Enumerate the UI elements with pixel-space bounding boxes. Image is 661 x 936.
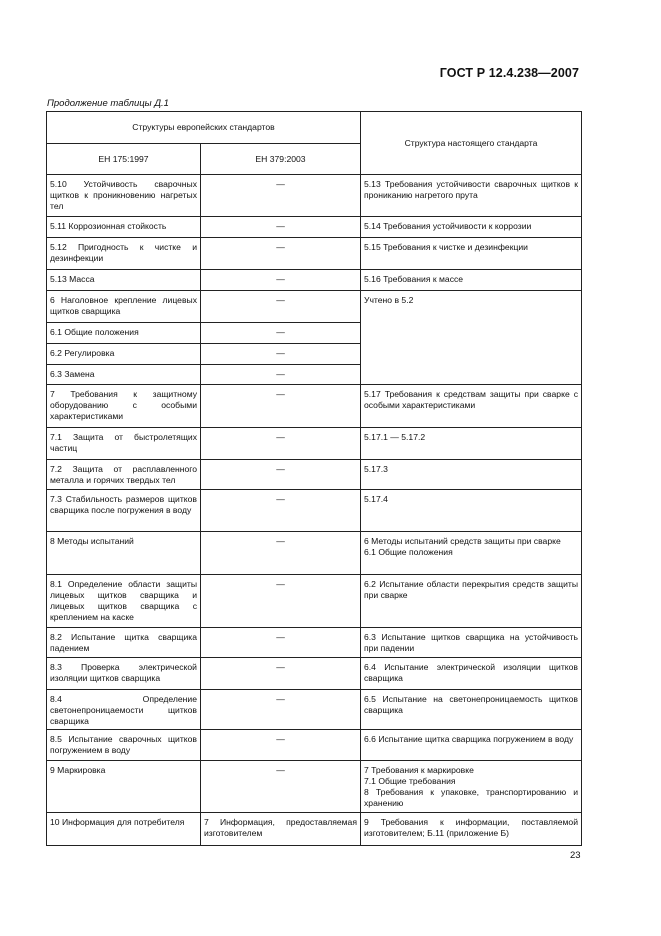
en175-cell: 7.2 Защита от расплавленного металла и горячих твердых тел <box>47 460 201 490</box>
en379-cell: — <box>201 575 361 628</box>
cell-line: 6.1 Общие положения <box>364 547 453 557</box>
en379-cell: 7 Информация, предоставляемая изготовителем <box>201 813 361 846</box>
en379-cell: — <box>201 385 361 428</box>
en175-cell: 10 Информация для потребителя <box>47 813 201 846</box>
en379-cell: — <box>201 628 361 658</box>
cell-line: 6 Методы испытаний средств защиты при сварке <box>364 536 561 546</box>
page-number: 23 <box>570 850 581 861</box>
current-standard-cell: 5.17 Требования к средствам защиты при сварке с особыми характеристиками <box>361 385 582 428</box>
current-standard-cell: 5.14 Требования устойчивости к коррозии <box>361 217 582 238</box>
table-caption: Продолжение таблицы Д.1 <box>47 98 169 109</box>
en175-cell: 8.5 Испытание сварочных щитков погружением в воду <box>47 730 201 761</box>
cell-line: 7 Требования к маркировке <box>364 765 474 775</box>
en175-cell: 7 Требования к защитному оборудованию с особыми характеристиками <box>47 385 201 428</box>
en175-cell: 8 Методы испытаний <box>47 532 201 575</box>
en379-cell: — <box>201 490 361 532</box>
table-row <box>47 490 582 532</box>
table-row <box>47 291 582 323</box>
en175-cell: 8.1 Определение области защиты лицевых щитков сварщика и лицевых щитков сварщика с креплением на каске <box>47 575 201 628</box>
en175-cell: 6.1 Общие положения <box>47 323 201 344</box>
table-row <box>47 690 582 730</box>
table-row <box>47 575 582 628</box>
en379-cell: — <box>201 291 361 323</box>
current-standard-cell: 5.17.4 <box>361 490 582 532</box>
en379-cell: — <box>201 730 361 761</box>
table-row <box>47 730 582 761</box>
current-standard-cell: 6.2 Испытание области перекрытия средств защиты при сварке <box>361 575 582 628</box>
en379-cell: — <box>201 323 361 344</box>
current-standard-cell: 5.16 Требования к массе <box>361 270 582 291</box>
en175-cell: 6.3 Замена <box>47 365 201 385</box>
en379-header: ЕН 379:2003 <box>201 144 361 175</box>
document-id: ГОСТ Р 12.4.238—2007 <box>439 66 579 80</box>
en175-cell: 5.10 Устойчивость сварочных щитков к проникновению нагретых тел <box>47 175 201 217</box>
european-standards-header: Структуры европейских стандартов <box>47 112 361 144</box>
en379-cell: — <box>201 658 361 690</box>
en379-cell: — <box>201 690 361 730</box>
en379-cell: — <box>201 460 361 490</box>
current-standard-cell: 5.15 Требования к чистке и дезинфекции <box>361 238 582 270</box>
current-standard-cell <box>361 532 582 575</box>
table-row <box>47 628 582 658</box>
current-standard-cell: 6.5 Испытание на светонепроницаемость щитков сварщика <box>361 690 582 730</box>
en379-cell: — <box>201 270 361 291</box>
en379-cell: — <box>201 238 361 270</box>
en175-cell: 8.2 Испытание щитка сварщика падением <box>47 628 201 658</box>
current-standard-cell: 6.4 Испытание электрической изоляции щитков сварщика <box>361 658 582 690</box>
en175-cell: 6 Наголовное крепление лицевых щитков сварщика <box>47 291 201 323</box>
table-row <box>47 238 582 270</box>
table-row <box>47 532 582 575</box>
en175-cell: 5.11 Коррозионная стойкость <box>47 217 201 238</box>
en379-cell: — <box>201 428 361 460</box>
table-row <box>47 658 582 690</box>
current-standard-cell: 5.17.3 <box>361 460 582 490</box>
en175-cell: 8.4 Определение светонепроницаемости щитков сварщика <box>47 690 201 730</box>
current-standard-cell: 5.13 Требования устойчивости сварочных щитков к прониканию нагретого прута <box>361 175 582 217</box>
en379-cell: — <box>201 532 361 575</box>
table-row <box>47 460 582 490</box>
table-row <box>47 428 582 460</box>
table-row <box>47 761 582 813</box>
current-standard-header: Структура настоящего стандарта <box>361 112 582 175</box>
current-standard-cell: 5.17.1 — 5.17.2 <box>361 428 582 460</box>
en379-cell: — <box>201 217 361 238</box>
en175-cell: 5.13 Масса <box>47 270 201 291</box>
en175-cell: 6.2 Регулировка <box>47 344 201 365</box>
en379-cell: — <box>201 175 361 217</box>
en175-cell: 7.1 Защита от быстролетящих частиц <box>47 428 201 460</box>
en175-header: ЕН 175:1997 <box>47 144 201 175</box>
table-row <box>47 175 582 217</box>
table-row <box>47 270 582 291</box>
current-standard-cell <box>361 761 582 813</box>
current-standard-cell: Учтено в 5.2 <box>361 291 582 385</box>
cell-line: 8 Требования к упаковке, транспортированию и хранению <box>364 787 578 808</box>
current-standard-cell: 6.3 Испытание щитков сварщика на устойчивость при падении <box>361 628 582 658</box>
current-standard-cell: 6.6 Испытание щитка сварщика погружением в воду <box>361 730 582 761</box>
cell-line: 7.1 Общие требования <box>364 776 456 786</box>
en379-cell: — <box>201 365 361 385</box>
table-row <box>47 813 582 846</box>
en175-cell: 5.12 Пригодность к чистке и дезинфекции <box>47 238 201 270</box>
comparison-table <box>46 111 582 846</box>
en175-cell: 7.3 Стабильность размеров щитков сварщика после погружения в воду <box>47 490 201 532</box>
table-row <box>47 217 582 238</box>
en175-cell: 8.3 Проверка электрической изоляции щитков сварщика <box>47 658 201 690</box>
current-standard-cell: 9 Требования к информации, поставляемой изготовителем; Б.11 (приложение Б) <box>361 813 582 846</box>
en379-cell: — <box>201 761 361 813</box>
table-row <box>47 385 582 428</box>
en175-cell: 9 Маркировка <box>47 761 201 813</box>
en379-cell: — <box>201 344 361 365</box>
